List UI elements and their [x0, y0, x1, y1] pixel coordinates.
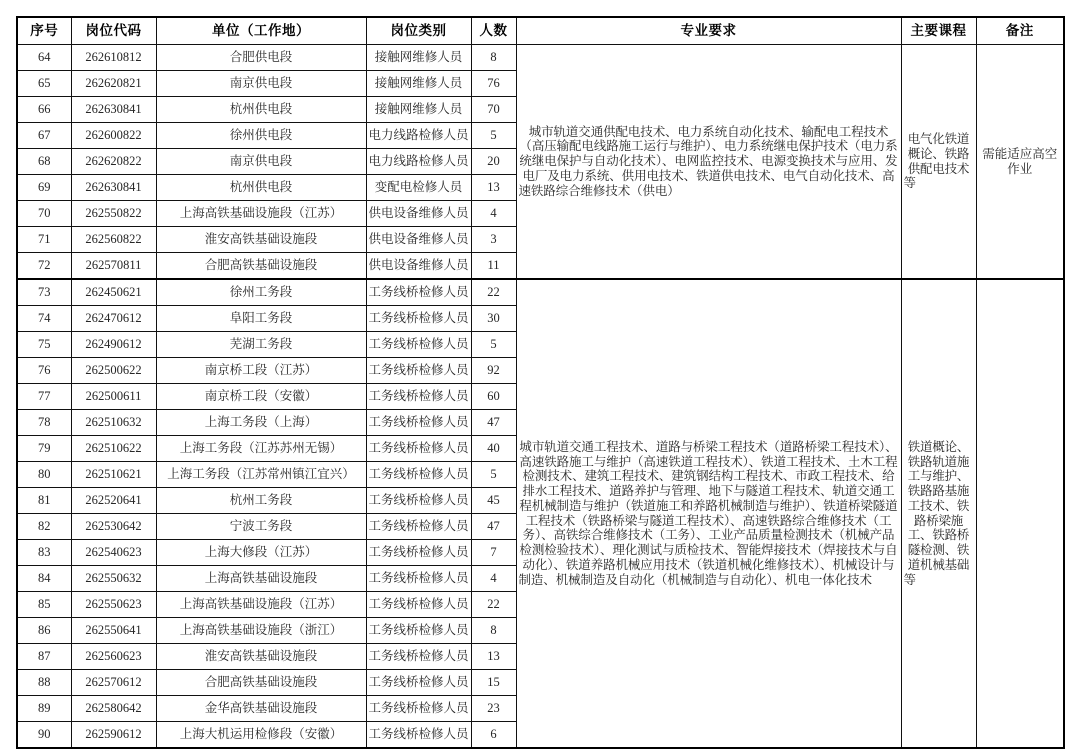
cell-code: 262510632 [71, 410, 156, 436]
cell-type: 工务线桥检修人员 [366, 279, 471, 306]
cell-seq: 76 [17, 358, 71, 384]
cell-count: 20 [471, 149, 516, 175]
cell-count: 13 [471, 175, 516, 201]
cell-count: 13 [471, 644, 516, 670]
cell-code: 262550632 [71, 566, 156, 592]
cell-unit: 上海高铁基础设施段（浙江） [156, 618, 366, 644]
cell-type: 工务线桥检修人员 [366, 540, 471, 566]
cell-seq: 70 [17, 201, 71, 227]
column-header-unit: 单位（工作地） [156, 17, 366, 45]
cell-unit: 芜湖工务段 [156, 332, 366, 358]
cell-note [976, 279, 1064, 748]
column-header-note: 备注 [976, 17, 1064, 45]
cell-unit: 上海工务段（江苏常州镇江宜兴） [156, 462, 366, 488]
cell-seq: 66 [17, 97, 71, 123]
cell-count: 92 [471, 358, 516, 384]
cell-type: 工务线桥检修人员 [366, 722, 471, 749]
cell-code: 262570811 [71, 253, 156, 280]
cell-count: 22 [471, 592, 516, 618]
cell-type: 工务线桥检修人员 [366, 696, 471, 722]
recruitment-table [16, 16, 1065, 749]
cell-code: 262630841 [71, 97, 156, 123]
cell-seq: 89 [17, 696, 71, 722]
recruitment-table-sheet [16, 16, 1063, 749]
cell-type: 变配电检修人员 [366, 175, 471, 201]
cell-major-requirement: 城市轨道交通供配电技术、电力系统自动化技术、输配电工程技术（高压输配电线路施工运行与维护）、电力系统继电保护技术（电力系统继电保护与自动化技术）、电网监控技术、电源变换技术与应用、发电厂及电力系统、供用电技术、铁道供电技术、电气自动化技术、高速铁路综合维修技术（供电） [516, 45, 901, 280]
cell-count: 23 [471, 696, 516, 722]
cell-count: 15 [471, 670, 516, 696]
cell-count: 45 [471, 488, 516, 514]
cell-type: 供电设备维修人员 [366, 227, 471, 253]
cell-code: 262510621 [71, 462, 156, 488]
cell-unit: 杭州工务段 [156, 488, 366, 514]
column-header-type: 岗位类别 [366, 17, 471, 45]
cell-code: 262470612 [71, 306, 156, 332]
column-header-count: 人数 [471, 17, 516, 45]
cell-code: 262560822 [71, 227, 156, 253]
cell-type: 工务线桥检修人员 [366, 514, 471, 540]
cell-count: 4 [471, 201, 516, 227]
cell-type: 电力线路检修人员 [366, 123, 471, 149]
cell-code: 262600822 [71, 123, 156, 149]
cell-code: 262500611 [71, 384, 156, 410]
cell-main-courses: 铁道概论、铁路轨道施工与维护、铁路路基施工技术、铁路桥梁施工、铁路桥隧检测、铁道机械基础等 [901, 279, 976, 748]
cell-count: 47 [471, 410, 516, 436]
cell-count: 22 [471, 279, 516, 306]
cell-code: 262450621 [71, 279, 156, 306]
cell-type: 工务线桥检修人员 [366, 358, 471, 384]
cell-seq: 78 [17, 410, 71, 436]
cell-unit: 淮安高铁基础设施段 [156, 227, 366, 253]
cell-seq: 71 [17, 227, 71, 253]
cell-seq: 73 [17, 279, 71, 306]
cell-seq: 85 [17, 592, 71, 618]
cell-unit: 上海高铁基础设施段 [156, 566, 366, 592]
cell-code: 262490612 [71, 332, 156, 358]
cell-unit: 金华高铁基础设施段 [156, 696, 366, 722]
cell-unit: 上海大修段（江苏） [156, 540, 366, 566]
cell-seq: 84 [17, 566, 71, 592]
cell-code: 262620822 [71, 149, 156, 175]
cell-main-courses: 电气化铁道概论、铁路供配电技术等 [901, 45, 976, 280]
column-header-seq: 序号 [17, 17, 71, 45]
cell-count: 7 [471, 540, 516, 566]
cell-unit: 徐州工务段 [156, 279, 366, 306]
cell-seq: 77 [17, 384, 71, 410]
cell-type: 工务线桥检修人员 [366, 670, 471, 696]
cell-unit: 南京桥工段（江苏） [156, 358, 366, 384]
cell-type: 工务线桥检修人员 [366, 436, 471, 462]
table-header-row [17, 17, 1064, 45]
table-row [17, 279, 1064, 306]
cell-count: 47 [471, 514, 516, 540]
cell-count: 5 [471, 462, 516, 488]
cell-unit: 合肥供电段 [156, 45, 366, 71]
cell-seq: 64 [17, 45, 71, 71]
cell-unit: 南京桥工段（安徽） [156, 384, 366, 410]
cell-type: 接触网维修人员 [366, 97, 471, 123]
cell-type: 供电设备维修人员 [366, 201, 471, 227]
cell-count: 30 [471, 306, 516, 332]
cell-code: 262560623 [71, 644, 156, 670]
cell-code: 262520641 [71, 488, 156, 514]
cell-type: 电力线路检修人员 [366, 149, 471, 175]
cell-type: 工务线桥检修人员 [366, 566, 471, 592]
cell-unit: 上海工务段（上海） [156, 410, 366, 436]
cell-unit: 杭州供电段 [156, 97, 366, 123]
column-header-course: 主要课程 [901, 17, 976, 45]
cell-unit: 上海高铁基础设施段（江苏） [156, 592, 366, 618]
cell-code: 262550623 [71, 592, 156, 618]
cell-count: 70 [471, 97, 516, 123]
cell-unit: 南京供电段 [156, 149, 366, 175]
column-header-code: 岗位代码 [71, 17, 156, 45]
cell-count: 3 [471, 227, 516, 253]
cell-code: 262530642 [71, 514, 156, 540]
cell-unit: 合肥高铁基础设施段 [156, 253, 366, 280]
cell-unit: 淮安高铁基础设施段 [156, 644, 366, 670]
cell-type: 接触网维修人员 [366, 45, 471, 71]
cell-seq: 82 [17, 514, 71, 540]
cell-count: 5 [471, 123, 516, 149]
cell-unit: 合肥高铁基础设施段 [156, 670, 366, 696]
cell-type: 工务线桥检修人员 [366, 592, 471, 618]
cell-code: 262550641 [71, 618, 156, 644]
cell-count: 11 [471, 253, 516, 280]
cell-unit: 上海工务段（江苏苏州无锡） [156, 436, 366, 462]
cell-type: 工务线桥检修人员 [366, 306, 471, 332]
cell-type: 供电设备维修人员 [366, 253, 471, 280]
cell-seq: 86 [17, 618, 71, 644]
cell-code: 262500622 [71, 358, 156, 384]
cell-seq: 79 [17, 436, 71, 462]
cell-seq: 67 [17, 123, 71, 149]
cell-code: 262610812 [71, 45, 156, 71]
cell-unit: 上海大机运用检修段（安徽） [156, 722, 366, 749]
cell-code: 262630841 [71, 175, 156, 201]
cell-count: 60 [471, 384, 516, 410]
cell-count: 8 [471, 618, 516, 644]
cell-code: 262590612 [71, 722, 156, 749]
cell-unit: 上海高铁基础设施段（江苏） [156, 201, 366, 227]
cell-seq: 90 [17, 722, 71, 749]
cell-code: 262550822 [71, 201, 156, 227]
cell-seq: 74 [17, 306, 71, 332]
cell-type: 工务线桥检修人员 [366, 332, 471, 358]
cell-count: 8 [471, 45, 516, 71]
cell-unit: 宁波工务段 [156, 514, 366, 540]
cell-count: 6 [471, 722, 516, 749]
cell-count: 76 [471, 71, 516, 97]
cell-count: 5 [471, 332, 516, 358]
cell-unit: 阜阳工务段 [156, 306, 366, 332]
cell-seq: 68 [17, 149, 71, 175]
cell-code: 262540623 [71, 540, 156, 566]
cell-type: 工务线桥检修人员 [366, 644, 471, 670]
cell-code: 262570612 [71, 670, 156, 696]
cell-code: 262580642 [71, 696, 156, 722]
cell-code: 262510622 [71, 436, 156, 462]
cell-unit: 南京供电段 [156, 71, 366, 97]
cell-type: 工务线桥检修人员 [366, 410, 471, 436]
cell-code: 262620821 [71, 71, 156, 97]
cell-seq: 75 [17, 332, 71, 358]
cell-seq: 83 [17, 540, 71, 566]
cell-unit: 徐州供电段 [156, 123, 366, 149]
cell-type: 工务线桥检修人员 [366, 618, 471, 644]
cell-seq: 69 [17, 175, 71, 201]
cell-type: 工务线桥检修人员 [366, 462, 471, 488]
cell-seq: 80 [17, 462, 71, 488]
table-header [17, 17, 1064, 45]
column-header-major: 专业要求 [516, 17, 901, 45]
cell-unit: 杭州供电段 [156, 175, 366, 201]
cell-count: 4 [471, 566, 516, 592]
cell-note: 需能适应高空作业 [976, 45, 1064, 280]
cell-seq: 87 [17, 644, 71, 670]
cell-seq: 88 [17, 670, 71, 696]
cell-seq: 72 [17, 253, 71, 280]
cell-seq: 65 [17, 71, 71, 97]
table-row [17, 45, 1064, 71]
cell-type: 工务线桥检修人员 [366, 384, 471, 410]
cell-type: 接触网维修人员 [366, 71, 471, 97]
cell-type: 工务线桥检修人员 [366, 488, 471, 514]
cell-major-requirement: 城市轨道交通工程技术、道路与桥梁工程技术（道路桥梁工程技术）、高速铁路施工与维护（高速铁道工程技术）、铁道工程技术、土木工程检测技术、建筑工程技术、建筑钢结构工程技术、市政工程技术、给排水工程技术、道路养护与管理、地下与隧道工程技术、轨道交通工程机械制造与维护（铁道施工和养路机械制造与维护）、铁道桥梁隧道工程技术（铁路桥梁与隧道工程技术）、高速铁路综合维修技术（工务）、高铁综合维修技术（工务）、工业产品质量检测技术（机械产品检测检验技术）、理化测试与质检技术、智能焊接技术（焊接技术与自动化）、铁道养路机械应用技术（铁道机械化维修技术）、机械设计与制造、机械制造及自动化（机械制造与自动化）、机电一体化技术 [516, 279, 901, 748]
cell-seq: 81 [17, 488, 71, 514]
table-body [17, 45, 1064, 749]
cell-count: 40 [471, 436, 516, 462]
